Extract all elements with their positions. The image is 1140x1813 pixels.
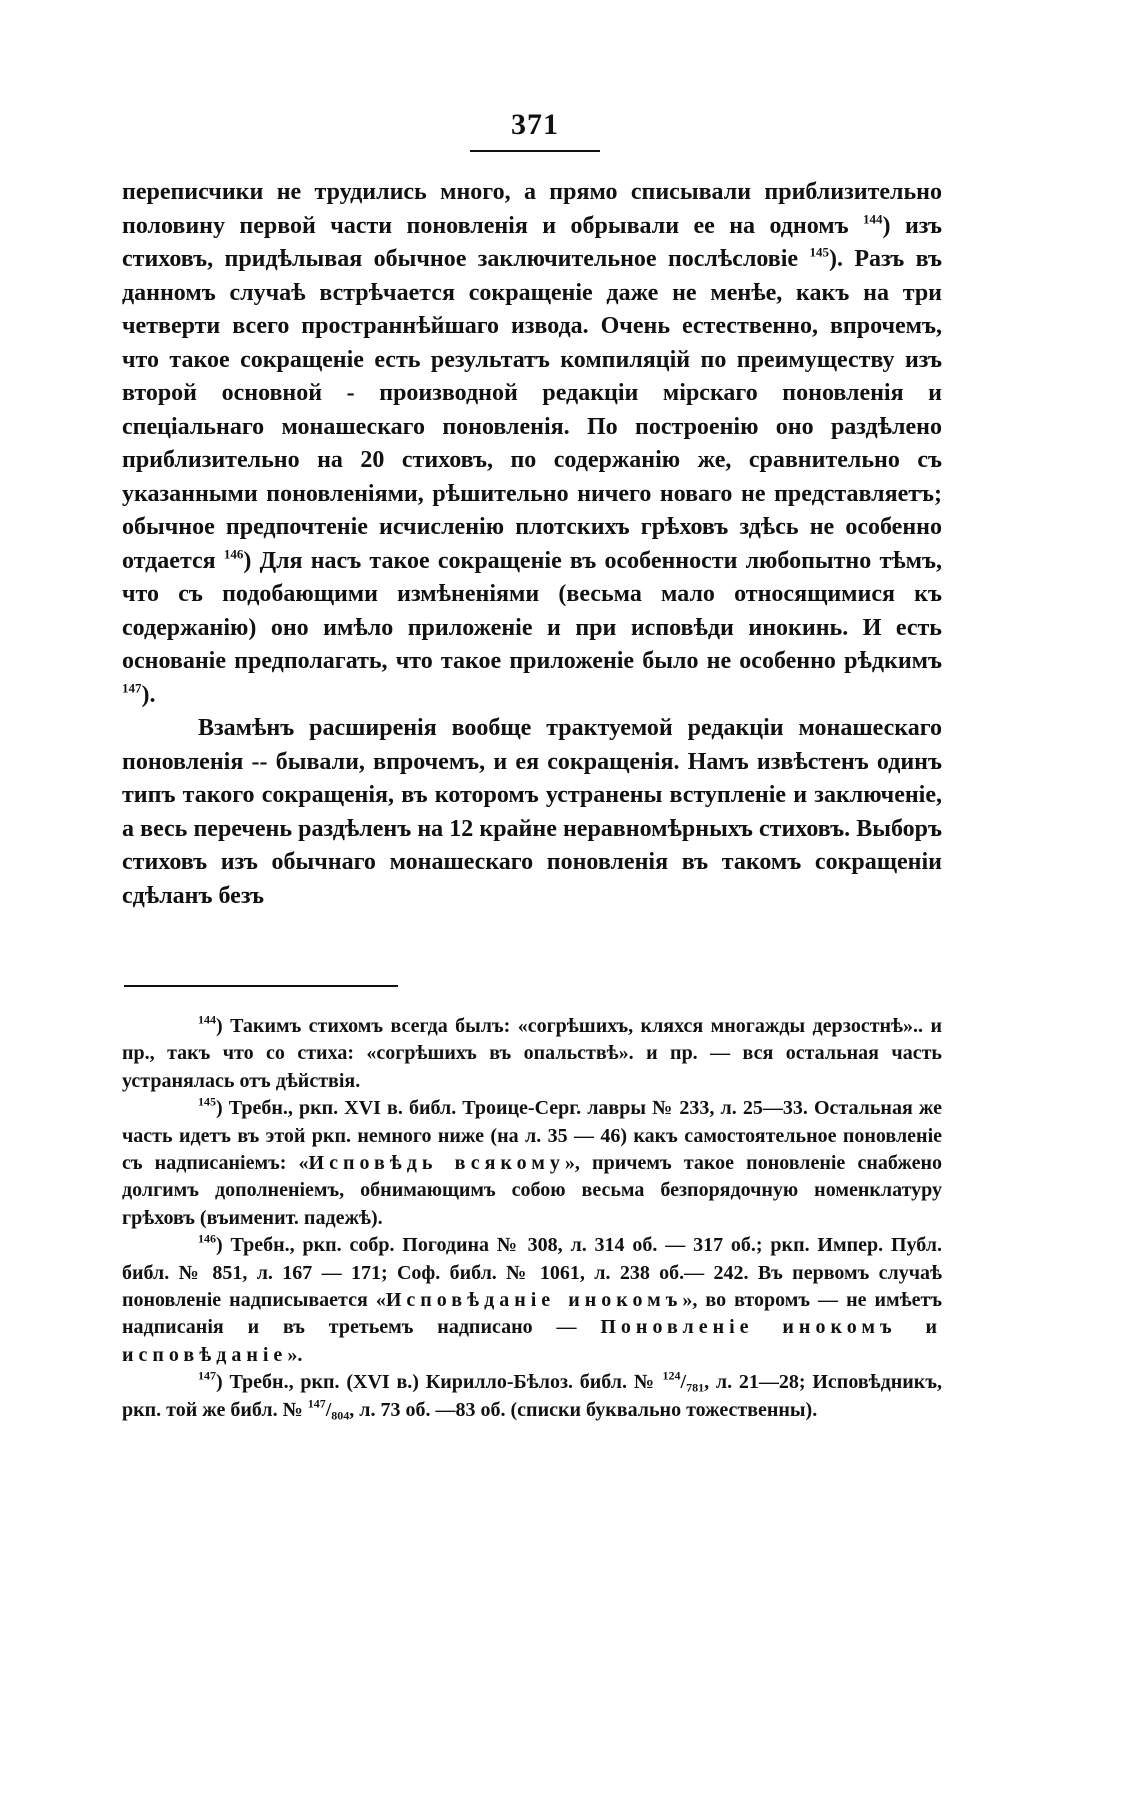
text-run: , л. 21—28; Исповѣдникъ, ркп. той же библ. № [122,1371,942,1421]
text-run: ) Такимъ стихомъ всегда былъ: «согрѣшихъ, кляхся многажды дерзостнѣ».. и пр., такъ что со стиха: «согрѣшихъ въ опальствѣ». и пр. — вся остальная часть устранялась отъ дѣйствія. [122,1015,942,1092]
page-number: 371 [511,108,559,141]
text-run: ) Требн., ркп. собр. Погодина № 308, л. 314 об. — 317 об.; ркп. Импер. Публ. библ. № 851, л. 167 — 171; Соф. библ. № 1061, л. 238 об.— 242. Въ первомъ случаѣ поновленіе надписывается « [122,1234,942,1312]
text-run: / [680,1371,687,1394]
spaced-title: Поновленіе инокомъ и исповѣданіе [122,1316,942,1366]
footnote-reference: 147 [122,679,142,695]
text-run: ) Требн., ркп. (XVI в.) Кирилло-Бѣлоз. библ. № [216,1371,663,1394]
text-run: переписчики не трудились много, а прямо списывали приблизительно половину первой части поновленія и обрывали ее на одномъ [122,179,942,239]
fraction-numerator: 147 [307,1396,326,1411]
text-run: ». [287,1343,303,1366]
spaced-title: Исповѣдь всякому [308,1152,565,1175]
text-run: », причемъ такое поновленіе снабжено долгимъ дополненіемъ, обнимающимъ собою весьма безпорядочную номенклатуру грѣховъ (въименит. падежѣ). [122,1152,943,1229]
text-run: , л. 73 об. —83 об. (списки буквально тожественны). [349,1398,818,1421]
footnote [122,1095,942,1232]
text-run: Взамѣнъ расширенія вообще трактуемой редакціи монашескаго поновленія -- бывали, впрочемъ, и ея сокращенія. Намъ извѣстенъ одинъ типъ такого сокращенія, въ которомъ устранены вступленіе и заключеніе, а весь перечень раздѣленъ на 12 крайне неравномѣрныхъ стиховъ. Выборъ стиховъ изъ обычнаго монашескаго поновленія въ такомъ сокращеніи сдѣланъ безъ [122,715,942,909]
text-run: ) Для насъ такое сокращеніе въ особенности любопытно тѣмъ, что съ подобающими измѣненіями (весьма мало относящимися къ содержанію) оно имѣло приложеніе и при исповѣди инокинь. И есть основаніе предполагать, что такое приложеніе было не особенно рѣдкимъ [122,547,942,674]
footnote-number: 144 [198,1012,216,1027]
footnote-number: 147 [198,1368,216,1383]
footnote-separator [124,985,398,987]
footnotes [122,1013,942,1424]
footnote-reference: 144 [863,210,883,226]
fraction-numerator: 124 [662,1368,681,1383]
text-run: », во второмъ — не имѣетъ надписанія и въ третьемъ надписано — [122,1289,943,1339]
footnote [122,1369,942,1424]
body-paragraph [122,176,942,712]
fraction-denominator: 781 [686,1380,705,1395]
text-run: ). [141,681,156,708]
footnote [122,1232,942,1369]
text-run: ) Требн., ркп. XVI в. библ. Троице-Серг. лавры № 233, л. 25—33. Остальная же часть идетъ въ этой ркп. немного ниже (на л. 35 — 46) какъ самостоятельное поновленіе съ надписаніемъ: « [122,1097,942,1175]
footnote [122,1013,942,1095]
fraction-denominator: 804 [331,1408,350,1423]
spaced-title: Исповѣданіе инокомъ [385,1289,683,1312]
header-rule [470,150,600,152]
text-run: / [325,1398,332,1421]
footnote-reference: 145 [809,244,829,260]
footnote-number: 146 [198,1231,216,1246]
text-run: ) изъ стиховъ, придѣлывая обычное заключительное послѣсловіе [122,212,942,272]
main-text [122,176,942,913]
footnote-number: 145 [198,1094,216,1109]
footnote-reference: 146 [223,545,244,561]
text-run: ). Разъ въ данномъ случаѣ встрѣчается сокращеніе даже не менѣе, какъ на три четверти всего пространнѣйшаго извода. Очень естественно, впрочемъ, что такое сокращеніе есть результатъ компиляцій по преимуществу изъ второй основной - производной редакціи мірскаго поновленія и спеціальнаго монашескаго поновленія. По построенію оно раздѣлено приблизительно на 20 стиховъ, по содержанію же, сравнительно съ указанными поновленіями, рѣшительно ничего новаго не представляетъ; обычное предпочтеніе исчисленію плотскихъ грѣховъ здѣсь не особенно отдается [122,246,943,574]
body-paragraph [122,712,942,913]
